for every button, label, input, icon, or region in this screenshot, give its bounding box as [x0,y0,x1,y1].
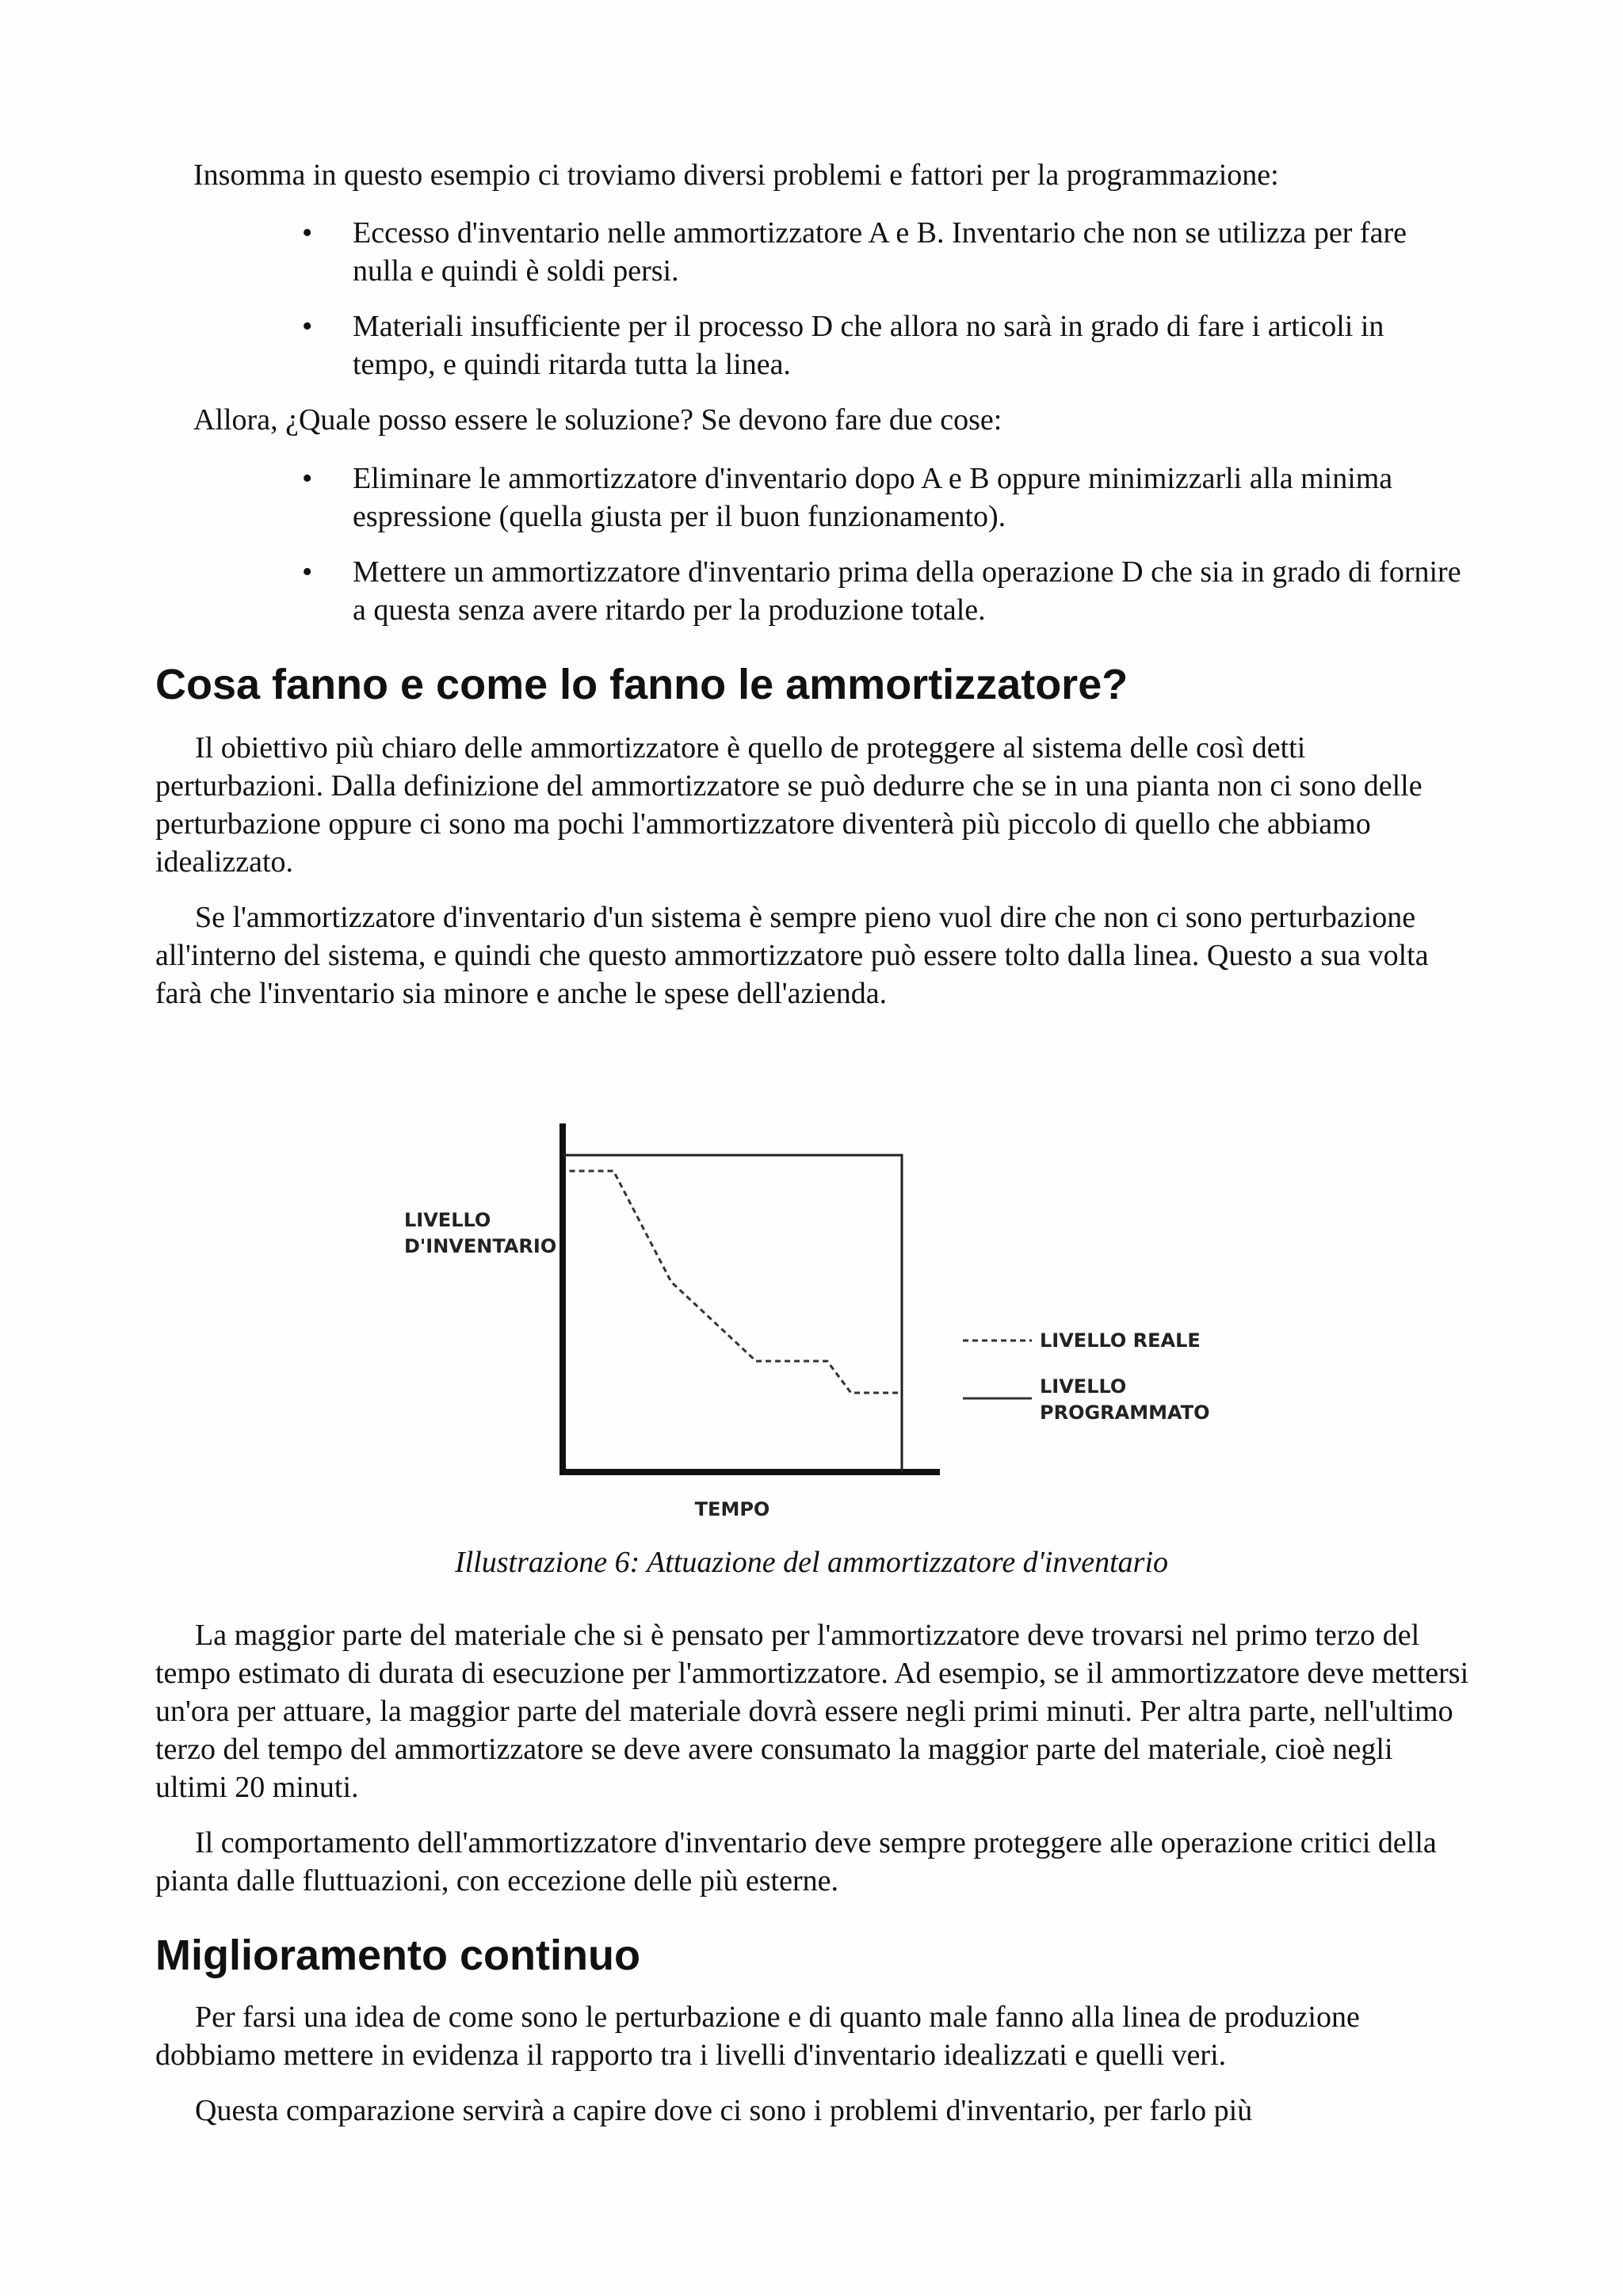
solution-text: Eliminare le ammortizzatore d'inventario dopo A e B oppure minimizzarli alla minima espressione (quella giusta per il buon funzionamento). [353,462,1393,533]
section2-paragraph-1: Per farsi una idea de come sono le perturbazione e di quanto male fanno alla linea de produzione dobbiamo mettere in evidenza il rapporto tra i livelli d'inventario idealizzati e quelli veri. [155,2000,1360,2072]
section-heading-ammortizzatore: Cosa fanno e come lo fanno le ammortizzatore? [155,661,1128,708]
intro-paragraph: Insomma in questo esempio ci troviamo diversi problemi e fattori per la programmazione: [193,158,1279,192]
series-line-reale [570,1171,902,1393]
solutions-intro: Allora, ¿Quale posso essere le soluzione? Se devono fare due cose: [193,403,1002,437]
section1-paragraph-2: Se l'ammortizzatore d'inventario d'un sistema è sempre pieno vuol dire che non ci sono perturbazione all'interno del sistema, e quindi che questo ammortizzatore può essere tolto dalla linea. Questo a sua volta farà che l'inventario sia minore e anche le spese dell'azienda. [155,901,1429,1010]
legend-label-line: LIVELLO [1040,1375,1127,1398]
y-axis-label-line: D'INVENTARIO [404,1235,557,1257]
after-figure-paragraph-2: Il comportamento dell'ammortizzatore d'inventario deve sempre proteggere alle operazione critici della pianta dalle fluttuazioni, con eccezione delle più esterne. [155,1826,1437,1897]
solution-text: Mettere un ammortizzatore d'inventario prima della operazione D che sia in grado di fornire a questa senza avere ritardo per la produzione totale. [353,555,1461,627]
after-figure-paragraph-1: La maggior parte del materiale che si è pensato per l'ammortizzatore deve trovarsi nel primo terzo del tempo estimato di durata di esecuzione per l'ammortizzatore. Ad esempio, se il ammortizzatore deve mettersi un'ora per attuare, la maggior parte del materiale dovrà essere negli primi minuti. Per altra parte, nell'ultimo terzo del tempo del ammortizzatore se deve avere consumato la maggior parte del materiale, cioè negli ultimi 20 minuti. [155,1619,1469,1804]
section1-paragraph-1: Il obiettivo più chiaro delle ammortizzatore è quello de proteggere al sistema delle così detti perturbazioni. Dalla definizione del ammortizzatore se può dedurre che se in una pianta non ci sono delle perturbazione oppure ci sono ma pochi l'ammortizzatore diventerà più piccolo di quello che abbiamo idealizzato. [155,731,1423,879]
legend-label-line: LIVELLO REALE [1040,1329,1201,1352]
section-heading-miglioramento: Miglioramento continuo [155,1932,640,1979]
bullet-icon: • [302,216,313,250]
figure-caption: Illustrazione 6: Attuazione del ammortizzatore d'inventario [454,1546,1169,1579]
x-axis-label: TEMPO [694,1498,770,1520]
bullet-icon: • [302,310,313,343]
bullet-icon: • [302,462,313,495]
series-line-programmato [563,1155,902,1472]
legend-label-line: PROGRAMMATO [1040,1402,1210,1424]
problem-text: Materiali insufficiente per il processo D che allora no sarà in grado di fare i articoli in tempo, e quindi ritarda tutta la linea. [353,310,1384,381]
y-axis-label-line: LIVELLO [404,1209,491,1231]
bullet-icon: • [302,555,313,589]
problem-text: Eccesso d'inventario nelle ammortizzatore A e B. Inventario che non se utilizza per fare nulla e quindi è soldi persi. [353,216,1407,288]
section2-paragraph-2: Questa comparazione servirà a capire dove ci sono i problemi d'inventario, per farlo più [195,2094,1253,2127]
